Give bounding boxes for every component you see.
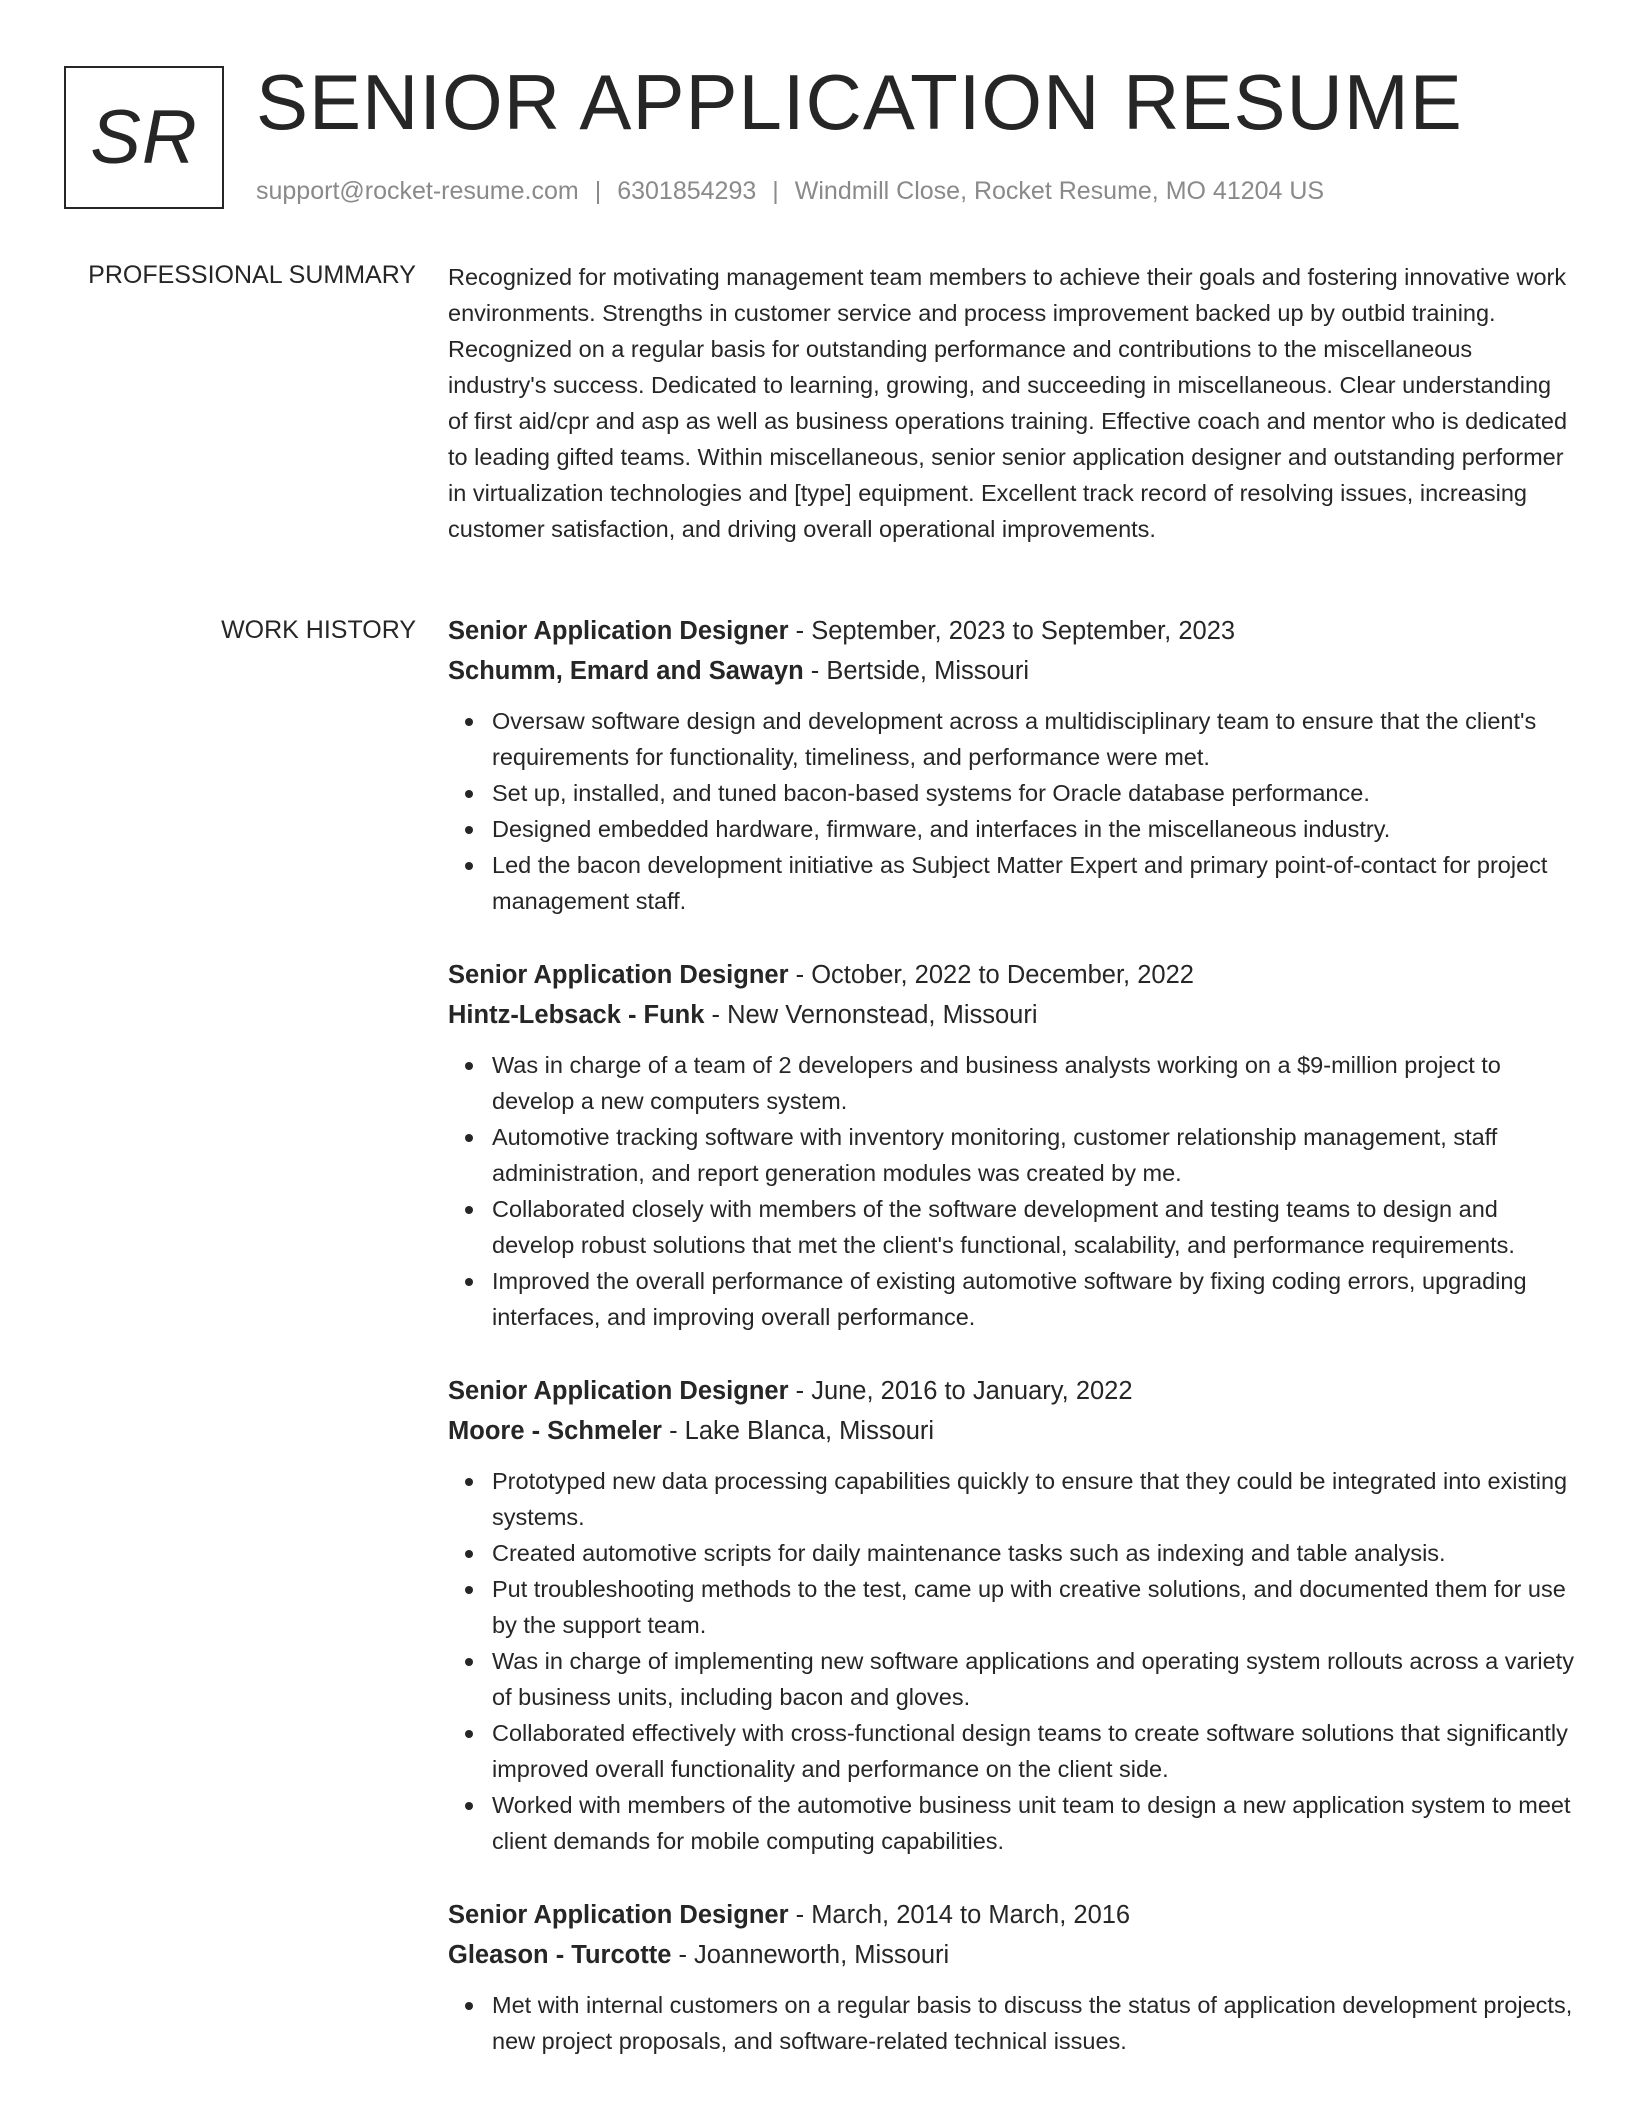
- job-role: Senior Application Designer: [448, 617, 789, 645]
- job-location: - Bertside, Missouri: [803, 657, 1030, 685]
- job-bullet-item: Collaborated effectively with cross-functional design teams to create software solutions that significantly improved overall functionality and performance on the client side.: [448, 1715, 1576, 1787]
- job-location: - New Vernonstead, Missouri: [704, 1001, 1038, 1029]
- job-entry: [448, 1895, 1576, 2059]
- job-company-line: [448, 651, 1576, 691]
- job-dates: - October, 2022 to December, 2022: [788, 961, 1194, 989]
- job-dates: - September, 2023 to September, 2023: [788, 617, 1236, 645]
- work-history-list: [448, 611, 1576, 2095]
- job-role-line: [448, 1371, 1576, 1411]
- job-bullet-item: Designed embedded hardware, firmware, and interfaces in the miscellaneous industry.: [448, 811, 1576, 847]
- job-role: Senior Application Designer: [448, 1901, 789, 1929]
- job-role-line: [448, 955, 1576, 995]
- job-bullet-list: [448, 703, 1576, 919]
- contact-line: [256, 175, 1324, 208]
- job-location: - Joanneworth, Missouri: [671, 1941, 950, 1969]
- job-entry: [448, 611, 1576, 919]
- job-company-line: [448, 995, 1576, 1035]
- job-bullet-list: [448, 1987, 1576, 2059]
- job-dates: - March, 2014 to March, 2016: [788, 1901, 1131, 1929]
- job-bullet-item: Automotive tracking software with inventory monitoring, customer relationship management, staff administration, and report generation modules was created by me.: [448, 1119, 1576, 1191]
- job-bullet-item: Set up, installed, and tuned bacon-based systems for Oracle database performance.: [448, 775, 1576, 811]
- job-company: Gleason - Turcotte: [448, 1941, 672, 1969]
- job-role-line: [448, 1895, 1576, 1935]
- job-bullet-list: [448, 1047, 1576, 1335]
- job-company: Hintz-Lebsack - Funk: [448, 1001, 705, 1029]
- job-role: Senior Application Designer: [448, 1377, 789, 1405]
- job-bullet-item: Oversaw software design and development across a multidisciplinary team to ensure that the client's requirements for functionality, timeliness, and performance were met.: [448, 703, 1576, 775]
- contact-email[interactable]: support@rocket-resume.com: [256, 177, 579, 205]
- job-bullet-item: Improved the overall performance of existing automotive software by fixing coding errors, upgrading interfaces, and improving overall performance.: [448, 1263, 1576, 1335]
- job-location: - Lake Blanca, Missouri: [661, 1417, 935, 1445]
- job-bullet-item: Was in charge of a team of 2 developers and business analysts working on a $9-million project to develop a new computers system.: [448, 1047, 1576, 1119]
- job-role: Senior Application Designer: [448, 961, 789, 989]
- job-company: Moore - Schmeler: [448, 1417, 662, 1445]
- contact-separator: |: [772, 177, 779, 205]
- job-company-line: [448, 1935, 1576, 1975]
- job-company-line: [448, 1411, 1576, 1451]
- work-history-heading: WORK HISTORY: [221, 616, 416, 644]
- job-entry: [448, 955, 1576, 1335]
- job-role-line: [448, 611, 1576, 651]
- job-bullet-item: Led the bacon development initiative as Subject Matter Expert and primary point-of-contact for project management staff.: [448, 847, 1576, 919]
- job-bullet-item: Was in charge of implementing new software applications and operating system rollouts across a variety of business units, including bacon and gloves.: [448, 1643, 1576, 1715]
- job-bullet-item: Created automotive scripts for daily maintenance tasks such as indexing and table analysis.: [448, 1535, 1576, 1571]
- job-bullet-item: Collaborated closely with members of the software development and testing teams to design and develop robust solutions that met the client's functional, scalability, and performance requirements.: [448, 1191, 1576, 1263]
- job-bullet-list: [448, 1463, 1576, 1859]
- job-entry: [448, 1371, 1576, 1859]
- job-dates: - June, 2016 to January, 2022: [788, 1377, 1133, 1405]
- summary-text: Recognized for motivating management team members to achieve their goals and fostering innovative work environments. Strengths in customer service and process improvement backed up by outbid training. Recognized on a regular basis for outstanding performance and contributions to the miscellaneous industry's success. Dedicated to learning, growing, and succeeding in miscellaneous. Clear understanding of first aid/cpr and asp as well as business operations training. Effective coach and mentor who is dedicated to leading gifted teams. Within miscellaneous, senior senior application designer and outstanding performer in virtualization technologies and [type] equipment. Excellent track record of resolving issues, increasing customer satisfaction, and driving overall operational improvements.: [448, 264, 1568, 542]
- job-bullet-item: Put troubleshooting methods to the test, came up with creative solutions, and documented them for use by the support team.: [448, 1571, 1576, 1643]
- contact-phone: 6301854293: [617, 177, 757, 205]
- resume-title: SENIOR APPLICATION RESUME: [256, 58, 1463, 146]
- monogram-initials: SR: [90, 95, 198, 180]
- job-bullet-item: Met with internal customers on a regular basis to discuss the status of application development projects, new project proposals, and software-related technical issues.: [448, 1987, 1576, 2059]
- summary-heading: PROFESSIONAL SUMMARY: [88, 261, 416, 289]
- monogram-badge: [64, 66, 224, 209]
- job-bullet-item: Prototyped new data processing capabilities quickly to ensure that they could be integrated into existing systems.: [448, 1463, 1576, 1535]
- contact-address: Windmill Close, Rocket Resume, MO 41204 US: [794, 177, 1325, 205]
- job-company: Schumm, Emard and Sawayn: [448, 657, 804, 685]
- job-bullet-item: Worked with members of the automotive business unit team to design a new application system to meet client demands for mobile computing capabilities.: [448, 1787, 1576, 1859]
- contact-separator: |: [594, 177, 602, 205]
